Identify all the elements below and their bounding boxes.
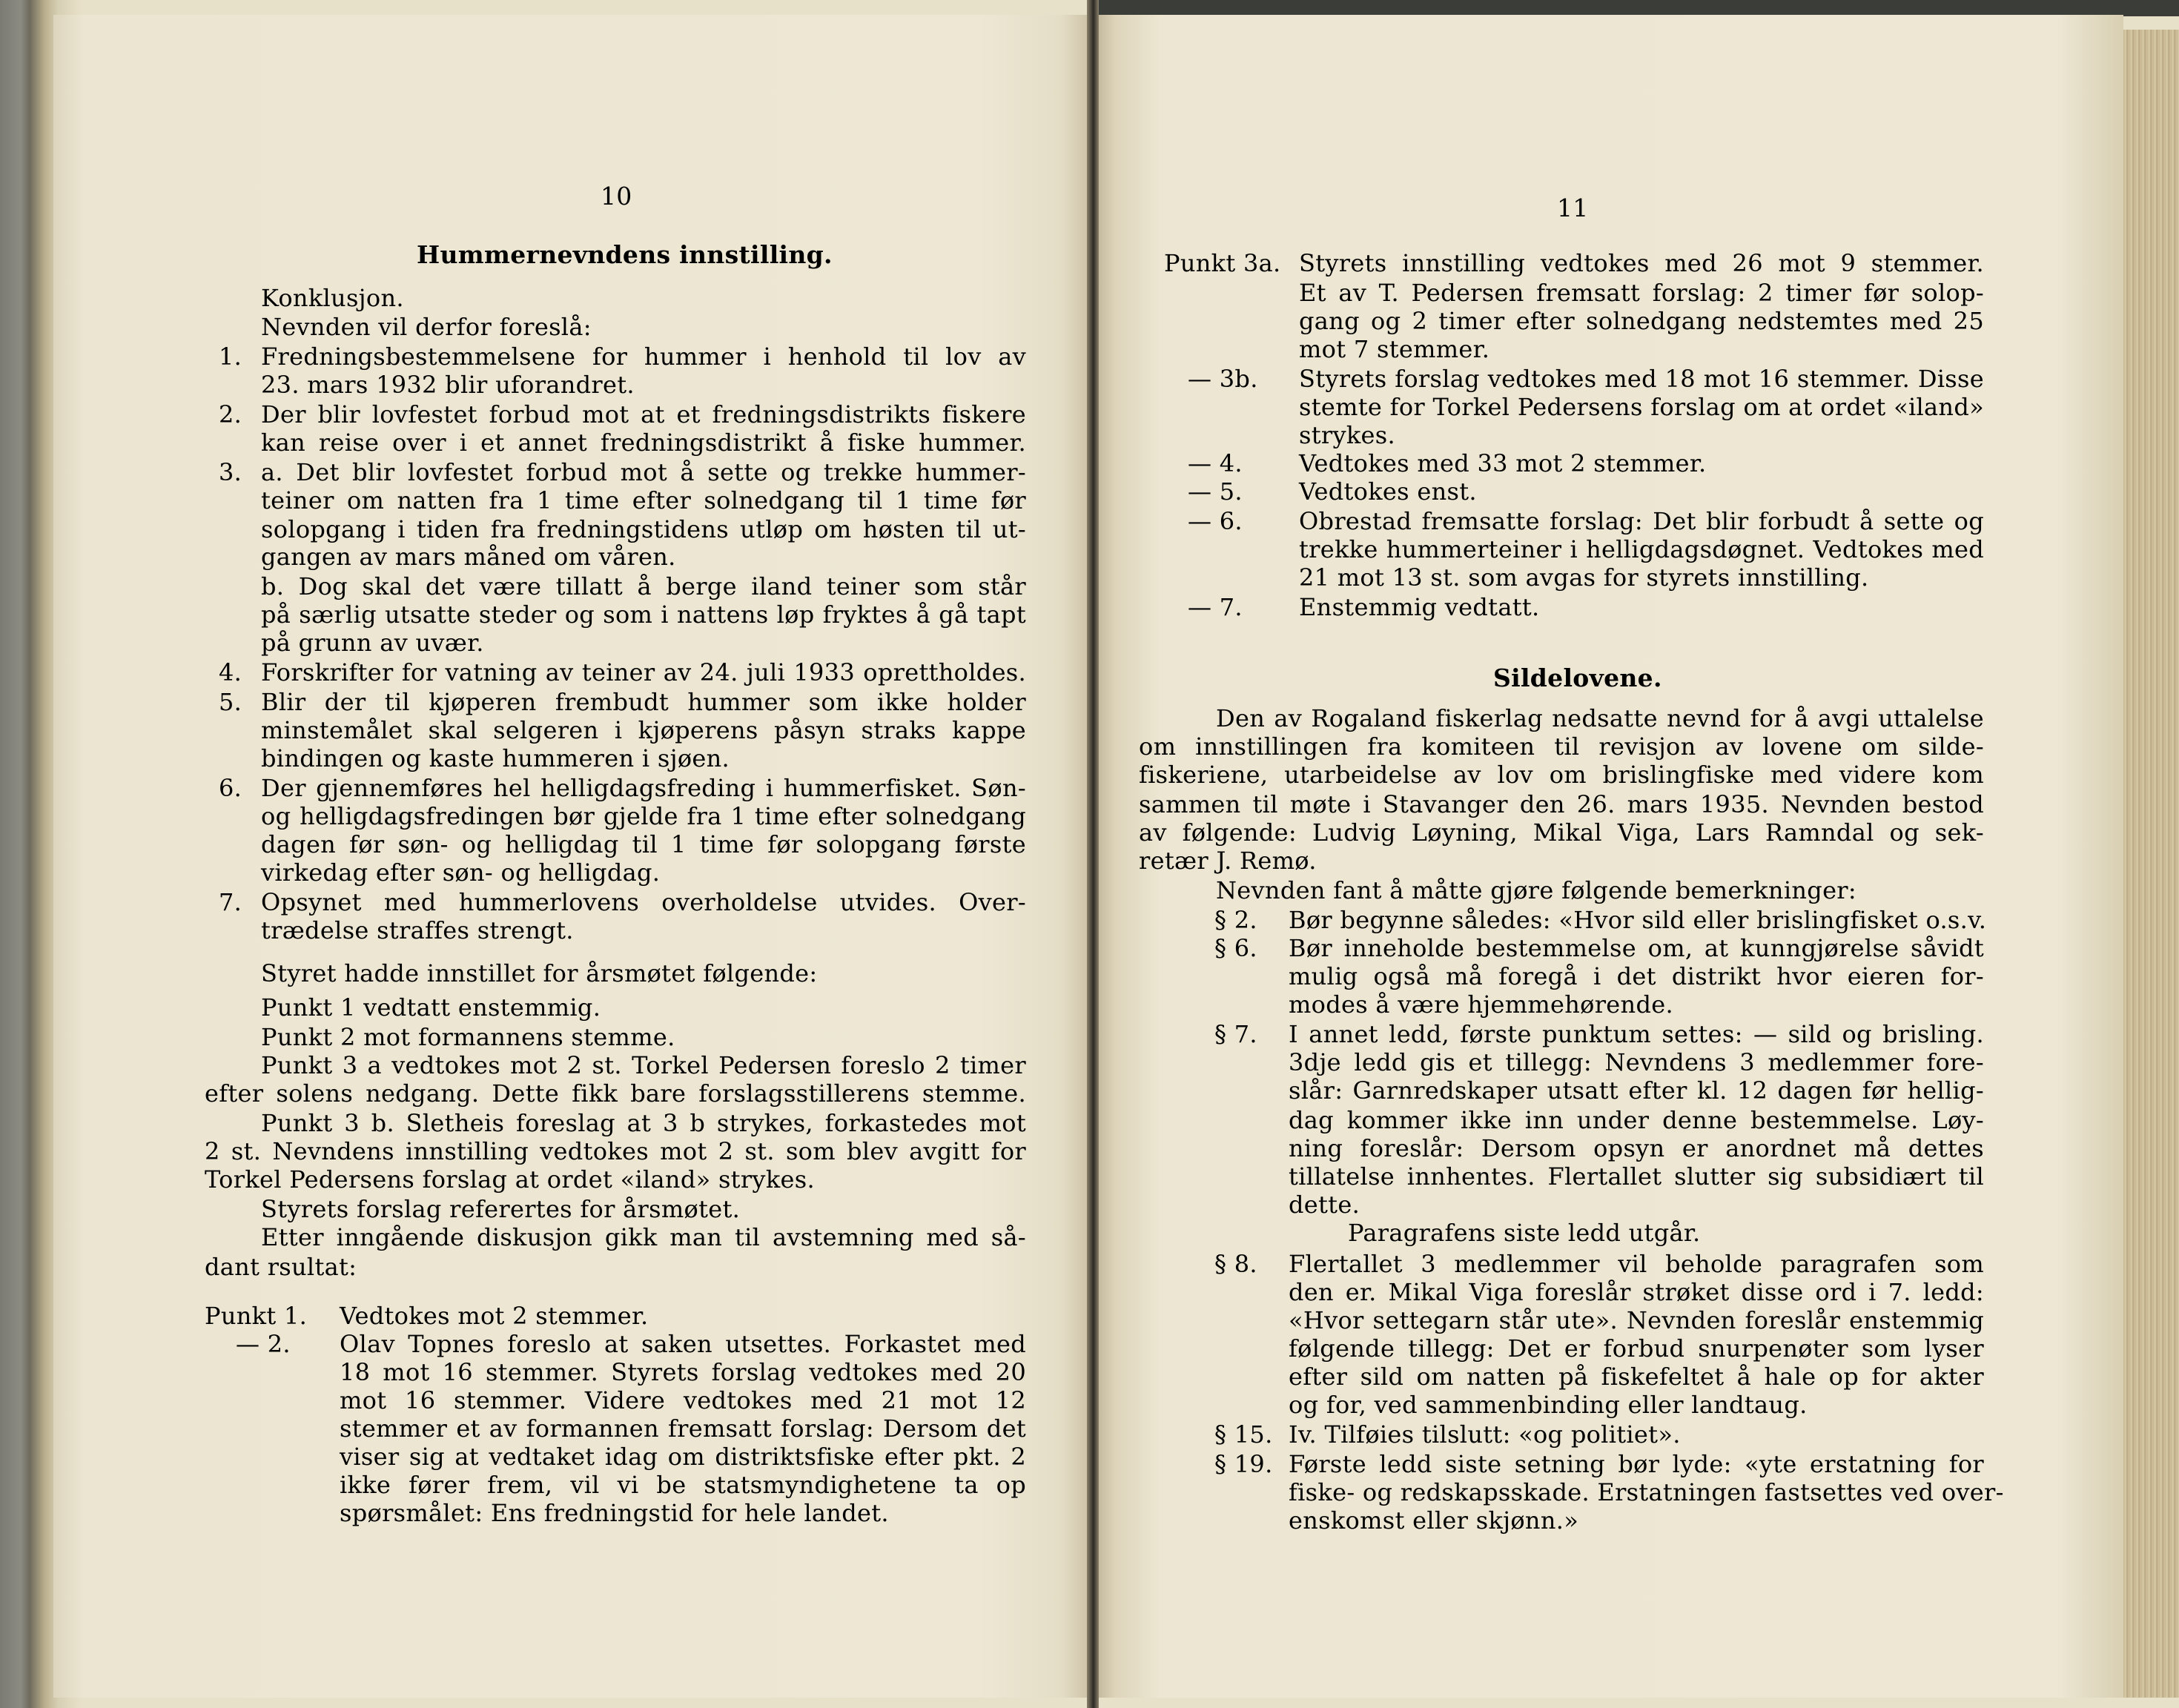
list-number: 4. xyxy=(219,658,242,686)
list-number: 1. xyxy=(219,342,242,371)
text-line: mot 16 stemmer. Videre vedtokes med 21 mot 12 xyxy=(340,1386,1026,1414)
text-line: viser sig at vedtaket idag om distriktsfiske efter pkt. 2 xyxy=(340,1443,1026,1471)
item-label: Punkt 1. xyxy=(205,1302,308,1330)
text-line: ning foreslår: Dersom opsyn er anordnet må dettes xyxy=(1289,1134,1984,1162)
text-line: 21 mot 13 st. som avgas for styrets innstilling. xyxy=(1299,563,1869,592)
item-label: — 3b. xyxy=(1188,365,1258,393)
text-line: Nevnden vil derfor foreslå: xyxy=(261,313,592,341)
text-line: Bør begynne således: «Hvor sild eller brislingfisket o.s.v. xyxy=(1289,906,1987,934)
text-line: kan reise over i et annet fredningsdistrikt å fiske hummer. xyxy=(261,428,1026,457)
text-line: Flertallet 3 medlemmer vil beholde paragrafen som xyxy=(1289,1250,1984,1278)
text-line: Punkt 1 vedtatt enstemmig. xyxy=(261,993,601,1022)
text-line: I annet ledd, første punktum settes: — sild og brisling. xyxy=(1289,1020,1984,1048)
text-line: Første ledd siste setning bør lyde: «yte erstatning for xyxy=(1289,1450,1984,1478)
item-label: — 7. xyxy=(1188,593,1243,621)
background-edge xyxy=(1097,0,2179,16)
text-line: følgende tillegg: Det er forbud snurpenøter som lyser xyxy=(1289,1334,1984,1363)
item-label: § 2. xyxy=(1214,906,1257,934)
text-line: virkedag efter søn- og helligdag. xyxy=(261,858,661,887)
text-line: 23. mars 1932 blir uforandret. xyxy=(261,371,635,399)
text-line: a. Det blir lovfestet forbud mot å sette og trekke hummer- xyxy=(261,458,1026,486)
text-line: teiner om natten fra 1 time efter solnedgang til 1 time før xyxy=(261,486,1026,514)
text-line: «Hvor settegarn står ute». Nevnden foreslår enstemmig xyxy=(1289,1306,1984,1334)
text-line: gang og 2 timer efter solnedgang nedstemtes med 25 xyxy=(1299,307,1984,335)
page-number: 11 xyxy=(1557,193,1589,222)
text-line: Et av T. Pedersen fremsatt forslag: 2 timer før solop- xyxy=(1299,279,1984,307)
text-line: Styrets innstilling vedtokes med 26 mot 9 stemmer. xyxy=(1299,249,1984,277)
text-line: 2 st. Nevndens innstilling vedtokes mot 2 st. som blev avgitt for xyxy=(205,1137,1026,1165)
text-line: dant rsultat: xyxy=(205,1253,357,1281)
section-heading: Hummernevndens innstilling. xyxy=(417,240,833,269)
page-edges xyxy=(2123,30,2179,1698)
item-label: § 6. xyxy=(1214,934,1257,962)
text-line: dette. xyxy=(1289,1191,1360,1219)
text-line: efter solens nedgang. Dette fikk bare forslagsstillerens stemme. xyxy=(205,1079,1026,1108)
text-line: Forskrifter for vatning av teiner av 24. juli 1933 oprettholdes. xyxy=(261,658,1026,686)
text-line: Opsynet med hummerlovens overholdelse utvides. Over- xyxy=(261,888,1026,916)
text-line: Enstemmig vedtatt. xyxy=(1299,593,1540,621)
text-line: Paragrafens siste ledd utgår. xyxy=(1348,1219,1701,1247)
text-line: b. Dog skal det være tillatt å berge iland teiner som står xyxy=(261,572,1026,600)
text-line: Iv. Tilføies tilslutt: «og politiet». xyxy=(1289,1420,1681,1449)
text-line: Styrets forslag vedtokes med 18 mot 16 stemmer. Disse xyxy=(1299,365,1984,393)
text-line: Nevnden fant å måtte gjøre følgende bemerkninger: xyxy=(1216,876,1856,904)
item-label: Punkt 3a. xyxy=(1164,249,1281,277)
list-number: 7. xyxy=(219,888,242,916)
text-line: minstemålet skal selgeren i kjøperens påsyn straks kappe xyxy=(261,716,1026,744)
item-label: — 6. xyxy=(1188,507,1243,535)
text-line: på særlig utsatte steder og som i nattens løp fryktes å gå tapt xyxy=(261,600,1026,629)
text-line: Styrets forslag referertes for årsmøtet. xyxy=(261,1195,741,1223)
text-line: Styret hadde innstillet for årsmøtet følgende: xyxy=(261,959,818,987)
list-number: 2. xyxy=(219,400,242,428)
text-line: efter sild om natten på fiskefeltet å hale op for akter xyxy=(1289,1363,1984,1391)
text-line: av følgende: Ludvig Løyning, Mikal Viga, Lars Ramndal og sek- xyxy=(1139,818,1984,847)
text-line: den er. Mikal Viga foreslår strøket disse ord i 7. ledd: xyxy=(1289,1278,1984,1306)
text-line: spørsmålet: Ens fredningstid for hele landet. xyxy=(340,1499,889,1527)
text-line: gangen av mars måned om våren. xyxy=(261,543,676,571)
text-line: enskomst eller skjønn.» xyxy=(1289,1506,1579,1535)
text-line: Obrestad fremsatte forslag: Det blir forbudt å sette og xyxy=(1299,507,1984,535)
text-line: fiske- og redskapsskade. Erstatningen fastsettes ved over- xyxy=(1289,1478,2004,1506)
page-number: 10 xyxy=(601,182,632,211)
text-line: dag kommer ikke inn under denne bestemmelse. Løy- xyxy=(1289,1106,1984,1134)
text-line: Etter inngående diskusjon gikk man til avstemning med så- xyxy=(261,1223,1026,1251)
text-line: mulig også må foregå i det distrikt hvor eieren for- xyxy=(1289,962,1984,990)
text-line: Blir der til kjøperen frembudt hummer som ikke holder xyxy=(261,688,1026,716)
text-line: tillatelse innhentes. Flertallet slutter sig subsidiært til xyxy=(1289,1162,1984,1191)
text-line: strykes. xyxy=(1299,421,1395,449)
item-label: § 15. xyxy=(1214,1420,1273,1449)
text-line: stemte for Torkel Pedersens forslag om at ordet «iland» xyxy=(1299,393,1984,421)
text-line: trekke hummerteiner i helligdagsdøgnet. Vedtokes med xyxy=(1299,535,1984,563)
text-line: og for, ved sammenbinding eller landtaug. xyxy=(1289,1391,1808,1419)
text-line: trædelse straffes strengt. xyxy=(261,916,574,944)
book-spine xyxy=(1087,0,1099,1708)
list-number: 3. xyxy=(219,458,242,486)
item-label: § 8. xyxy=(1214,1250,1257,1278)
text-line: Konklusjon. xyxy=(261,284,404,312)
text-line: Vedtokes mot 2 stemmer. xyxy=(340,1302,649,1330)
text-line: Punkt 3 a vedtokes mot 2 st. Torkel Pedersen foreslo 2 timer xyxy=(261,1051,1026,1079)
text-line: fiskeriene, utarbeidelse av lov om brislingfiske med videre kom xyxy=(1139,761,1984,789)
text-line: Vedtokes enst. xyxy=(1299,477,1477,506)
text-line: dagen før søn- og helligdag til 1 time før solopgang første xyxy=(261,830,1026,858)
text-line: modes å være hjemmehørende. xyxy=(1289,990,1673,1019)
text-line: retær J. Remø. xyxy=(1139,847,1317,875)
list-number: 5. xyxy=(219,688,242,716)
text-line: Torkel Pedersens forslag at ordet «iland» strykes. xyxy=(205,1165,815,1194)
text-line: bindingen og kaste hummeren i sjøen. xyxy=(261,744,730,772)
text-line: Der blir lovfestet forbud mot at et fredningsdistrikts fiskere xyxy=(261,400,1026,428)
item-label: — 2. xyxy=(236,1330,291,1358)
text-line: 3dje ledd gis et tillegg: Nevndens 3 medlemmer fore- xyxy=(1289,1048,1984,1076)
text-line: 18 mot 16 stemmer. Styrets forslag vedtokes med 20 xyxy=(340,1358,1026,1386)
item-label: § 7. xyxy=(1214,1020,1257,1048)
text-line: stemmer et av formannen fremsatt forslag: Dersom det xyxy=(340,1414,1026,1443)
text-line: Den av Rogaland fiskerlag nedsatte nevnd for å avgi uttalelse xyxy=(1216,704,1984,732)
text-line: slår: Garnredskaper utsatt efter kl. 12 dagen før hellig- xyxy=(1289,1076,1984,1105)
text-line: Punkt 3 b. Sletheis foreslag at 3 b strykes, forkastedes mot xyxy=(261,1109,1026,1137)
text-line: mot 7 stemmer. xyxy=(1299,335,1490,363)
item-label: — 4. xyxy=(1188,449,1243,477)
section-heading: Sildelovene. xyxy=(1493,663,1662,692)
text-line: ikke fører frem, vil vi be statsmyndighetene ta op xyxy=(340,1471,1026,1499)
text-line: Fredningsbestemmelsene for hummer i henhold til lov av xyxy=(261,342,1026,371)
text-line: Punkt 2 mot formannens stemme. xyxy=(261,1023,675,1051)
text-line: om innstillingen fra komiteen til revisjon av lovene om silde- xyxy=(1139,732,1984,761)
text-line: og helligdagsfredingen bør gjelde fra 1 time efter solnedgang xyxy=(261,802,1026,830)
text-line: sammen til møte i Stavanger den 26. mars 1935. Nevnden bestod xyxy=(1139,790,1984,818)
text-line: Der gjennemføres hel helligdagsfreding i hummerfisket. Søn- xyxy=(261,774,1026,802)
text-line: Olav Topnes foreslo at saken utsettes. Forkastet med xyxy=(340,1330,1026,1358)
text-line: Bør inneholde bestemmelse om, at kunngjørelse såvidt xyxy=(1289,934,1984,962)
item-label: § 19. xyxy=(1214,1450,1273,1478)
item-label: — 5. xyxy=(1188,477,1243,506)
text-line: solopgang i tiden fra fredningstidens utløp om høsten til ut- xyxy=(261,515,1026,543)
text-line: på grunn av uvær. xyxy=(261,629,484,657)
list-number: 6. xyxy=(219,774,242,802)
text-line: Vedtokes med 33 mot 2 stemmer. xyxy=(1299,449,1707,477)
